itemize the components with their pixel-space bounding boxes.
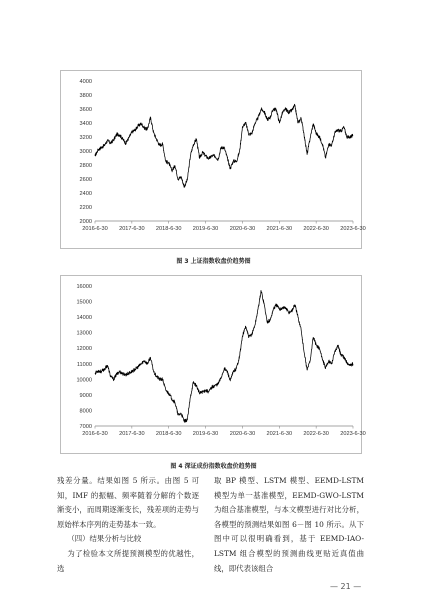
y-tick-label: 3000 — [79, 149, 92, 155]
x-tick-label: 2016-6-30 — [82, 431, 108, 437]
y-tick-label: 3200 — [79, 135, 92, 141]
x-tick-label: 2018-6-30 — [155, 226, 182, 232]
page-number: — 21 — — [330, 582, 362, 591]
x-tick-label: 2023-6-30 — [340, 431, 366, 437]
series-line — [95, 104, 353, 187]
x-tick-label: 2022-6-30 — [303, 431, 329, 437]
y-tick-label: 3600 — [79, 107, 92, 113]
x-tick-label: 2021-6-30 — [266, 226, 293, 232]
body-right-column — [214, 474, 364, 576]
x-tick-label: 2021-6-30 — [266, 431, 293, 437]
y-tick-label: 3400 — [79, 121, 92, 127]
y-tick-label: 10000 — [76, 377, 92, 384]
y-tick-label: 2800 — [79, 163, 92, 169]
y-tick-label: 2200 — [79, 205, 92, 211]
y-tick-label: 14000 — [76, 315, 92, 322]
figure-3-caption: 图 3 上证指数收盘价趋势图 — [176, 258, 251, 265]
x-tick-label: 2020-6-30 — [229, 226, 256, 232]
body-paragraph: 为了检验本文所提预测模型的优越性，选 — [57, 548, 199, 573]
y-tick-label: 16000 — [76, 284, 92, 290]
y-tick-label: 11000 — [76, 361, 92, 368]
y-tick-label: 4000 — [79, 79, 92, 85]
y-tick-label: 3800 — [79, 93, 92, 99]
y-tick-label: 8000 — [79, 408, 92, 415]
body-paragraph: 残差分量。结果如图 5 所示。由图 5 可知，IMF 的振幅、频率随着分解的个数逐渐变小，而周期逐渐变长，残差项的走势与原始样本序列的走势基本一致。 — [57, 476, 199, 529]
x-tick-label: 2023-6-30 — [340, 226, 366, 232]
figure-4-caption: 图 4 深证成份指数收盘价趋势图 — [170, 463, 257, 470]
section-heading: （四）结果分析与比较 — [67, 534, 142, 544]
x-tick-label: 2022-6-30 — [303, 226, 329, 232]
figure-3-chart — [60, 70, 366, 249]
figure-4-line-chart — [61, 276, 366, 453]
x-tick-label: 2018-6-30 — [155, 431, 182, 437]
y-tick-label: 15000 — [76, 299, 92, 306]
y-tick-label: 2000 — [79, 219, 92, 225]
figure-4-chart — [60, 275, 366, 454]
y-tick-label: 2400 — [79, 191, 92, 197]
y-tick-label: 13000 — [76, 330, 92, 337]
y-tick-label: 7000 — [79, 424, 92, 430]
y-tick-label: 2600 — [79, 177, 92, 183]
figure-3-line-chart — [61, 71, 366, 248]
x-tick-label: 2017-6-30 — [119, 226, 145, 232]
x-tick-label: 2019-6-30 — [192, 431, 219, 437]
body-paragraph: 取 BP 模型、LSTM 模型、EEMD-LSTM 模型为单一基准模型，EEMD-GWO-LSTM 为组合基准模型，与本文模型进行对比分析，各模型的预测结果如图 6－图 10 所示。从下图中可以很明确看到，基于 EEMD-IAO-LSTM 组合模型的预测曲线更贴近真值曲线，即代表该组合 — [214, 476, 364, 573]
x-tick-label: 2020-6-30 — [229, 431, 256, 437]
x-tick-label: 2019-6-30 — [192, 226, 219, 232]
y-tick-label: 9000 — [79, 392, 92, 399]
body-left-column — [57, 474, 199, 576]
x-tick-label: 2016-6-30 — [82, 226, 108, 232]
y-tick-label: 12000 — [76, 346, 92, 353]
series-line — [95, 291, 353, 423]
x-tick-label: 2017-6-30 — [119, 431, 145, 437]
